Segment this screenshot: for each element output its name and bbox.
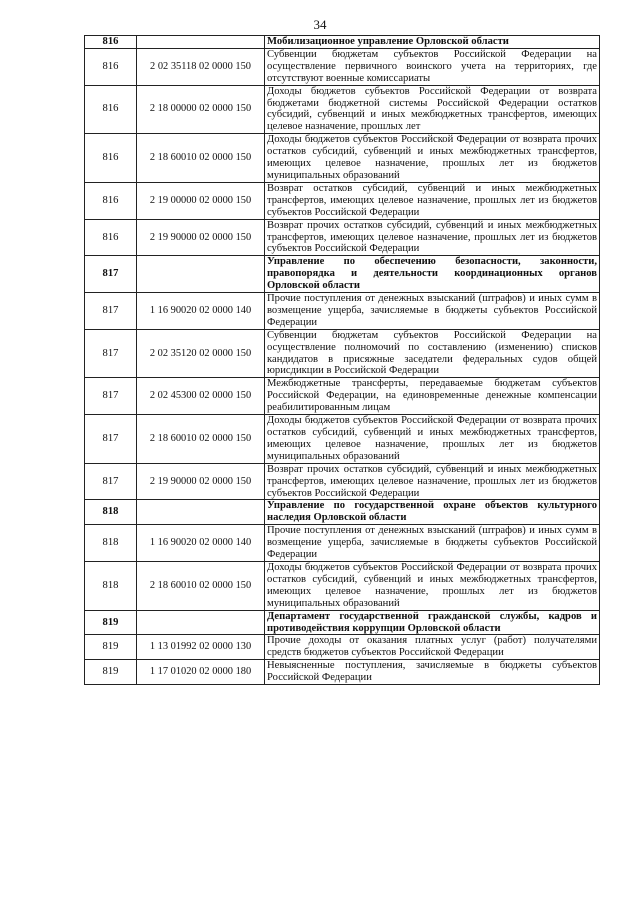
admin-code-cell: 818	[85, 525, 137, 562]
revenue-name-cell: Доходы бюджетов субъектов Российской Федерации от возврата прочих остатков субсидий, субвенций и иных межбюджетных трансфертов, имеющих целевое назначение, прошлых лет из бюджетов муниципальных образований	[265, 415, 600, 464]
admin-code-cell: 817	[85, 256, 137, 293]
revenue-code-cell	[137, 610, 265, 635]
admin-code-cell: 817	[85, 415, 137, 464]
table-row	[85, 48, 600, 85]
revenue-code-cell: 2 18 60010 02 0000 150	[137, 415, 265, 464]
revenue-code-cell	[137, 256, 265, 293]
table-row	[85, 463, 600, 500]
revenue-code-cell: 2 02 45300 02 0000 150	[137, 378, 265, 415]
table-row	[85, 293, 600, 330]
revenue-name-cell: Возврат прочих остатков субсидий, субвенций и иных межбюджетных трансфертов, имеющих целевое назначение, прошлых лет из бюджетов субъектов Российской Федерации	[265, 463, 600, 500]
revenue-codes-table	[84, 35, 600, 685]
revenue-code-cell: 2 19 90000 02 0000 150	[137, 219, 265, 256]
revenue-name-cell: Прочие поступления от денежных взысканий (штрафов) и иных сумм в возмещение ущерба, зачисляемые в бюджеты субъектов Российской Федерации	[265, 293, 600, 330]
page-number: 34	[313, 17, 327, 32]
revenue-name-cell: Субвенции бюджетам субъектов Российской Федерации на осуществление полномочий по составлению (изменению) списков кандидатов в присяжные заседатели федеральных судов общей юрисдикции в Российской Федерации	[265, 329, 600, 378]
revenue-name-cell: Доходы бюджетов субъектов Российской Федерации от возврата бюджетами бюджетной системы Российской Федерации остатков субсидий, субвенций и иных межбюджетных трансфертов, имеющих целевое назначение, прошлых лет	[265, 85, 600, 134]
revenue-code-cell: 1 16 90020 02 0000 140	[137, 293, 265, 330]
revenue-code-cell	[137, 36, 265, 49]
revenue-code-cell: 2 18 60010 02 0000 150	[137, 134, 265, 183]
admin-code-cell: 817	[85, 378, 137, 415]
admin-code-cell: 817	[85, 329, 137, 378]
admin-code-cell: 816	[85, 85, 137, 134]
admin-code-cell: 817	[85, 293, 137, 330]
table-row	[85, 85, 600, 134]
admin-code-cell: 816	[85, 134, 137, 183]
revenue-name-cell: Доходы бюджетов субъектов Российской Федерации от возврата прочих остатков субсидий, субвенций и иных межбюджетных трансфертов, имеющих целевое назначение, прошлых лет из бюджетов муниципальных образований	[265, 134, 600, 183]
table-row	[85, 378, 600, 415]
admin-code-cell: 816	[85, 182, 137, 219]
table-row	[85, 219, 600, 256]
admin-code-cell: 818	[85, 500, 137, 525]
revenue-name-cell: Прочие доходы от оказания платных услуг (работ) получателями средств бюджетов субъектов Российской Федерации	[265, 635, 600, 660]
revenue-code-cell: 2 18 60010 02 0000 150	[137, 561, 265, 610]
admin-code-cell: 819	[85, 610, 137, 635]
table-row	[85, 415, 600, 464]
table-row	[85, 329, 600, 378]
revenue-code-cell: 2 18 00000 02 0000 150	[137, 85, 265, 134]
revenue-code-cell: 2 19 00000 02 0000 150	[137, 182, 265, 219]
admin-code-cell: 819	[85, 660, 137, 685]
admin-code-cell: 818	[85, 561, 137, 610]
revenue-name-cell: Доходы бюджетов субъектов Российской Федерации от возврата прочих остатков субсидий, субвенций и иных межбюджетных трансфертов, имеющих целевое назначение, прошлых лет из бюджетов муниципальных образований	[265, 561, 600, 610]
admin-code-cell: 817	[85, 463, 137, 500]
revenue-code-cell: 2 19 90000 02 0000 150	[137, 463, 265, 500]
revenue-name-cell: Возврат остатков субсидий, субвенций и иных межбюджетных трансфертов, имеющих целевое назначение, прошлых лет из бюджетов субъектов Российской Федерации	[265, 182, 600, 219]
table-body	[85, 36, 600, 685]
table-row	[85, 660, 600, 685]
revenue-code-cell: 1 16 90020 02 0000 140	[137, 525, 265, 562]
table-row	[85, 525, 600, 562]
revenue-code-cell: 1 13 01992 02 0000 130	[137, 635, 265, 660]
admin-code-cell: 819	[85, 635, 137, 660]
admin-code-cell: 816	[85, 48, 137, 85]
revenue-name-cell: Прочие поступления от денежных взысканий (штрафов) и иных сумм в возмещение ущерба, зачисляемые в бюджеты субъектов Российской Федерации	[265, 525, 600, 562]
department-header-row	[85, 36, 600, 49]
revenue-name-cell: Возврат прочих остатков субсидий, субвенций и иных межбюджетных трансфертов, имеющих целевое назначение, прошлых лет из бюджетов субъектов Российской Федерации	[265, 219, 600, 256]
table-row	[85, 182, 600, 219]
revenue-name-cell: Управление по государственной охране объектов культурного наследия Орловской области	[265, 500, 600, 525]
revenue-code-cell	[137, 500, 265, 525]
department-header-row	[85, 610, 600, 635]
revenue-name-cell: Межбюджетные трансферты, передаваемые бюджетам субъектов Российской Федерации, на единовременные денежные компенсации реабилитированным лицам	[265, 378, 600, 415]
table-row	[85, 134, 600, 183]
revenue-code-cell: 2 02 35120 02 0000 150	[137, 329, 265, 378]
revenue-code-cell: 2 02 35118 02 0000 150	[137, 48, 265, 85]
revenue-name-cell: Управление по обеспечению безопасности, законности, правопорядка и деятельности координационных органов Орловской области	[265, 256, 600, 293]
admin-code-cell: 816	[85, 36, 137, 49]
revenue-name-cell: Субвенции бюджетам субъектов Российской Федерации на осуществление первичного воинского учета на территориях, где отсутствуют военные комиссариаты	[265, 48, 600, 85]
revenue-name-cell: Невыясненные поступления, зачисляемые в бюджеты субъектов Российской Федерации	[265, 660, 600, 685]
table-row	[85, 635, 600, 660]
table-row	[85, 561, 600, 610]
revenue-name-cell: Департамент государственной гражданской службы, кадров и противодействия коррупции Орловской области	[265, 610, 600, 635]
admin-code-cell: 816	[85, 219, 137, 256]
department-header-row	[85, 500, 600, 525]
revenue-name-cell: Мобилизационное управление Орловской области	[265, 36, 600, 49]
department-header-row	[85, 256, 600, 293]
revenue-code-cell: 1 17 01020 02 0000 180	[137, 660, 265, 685]
